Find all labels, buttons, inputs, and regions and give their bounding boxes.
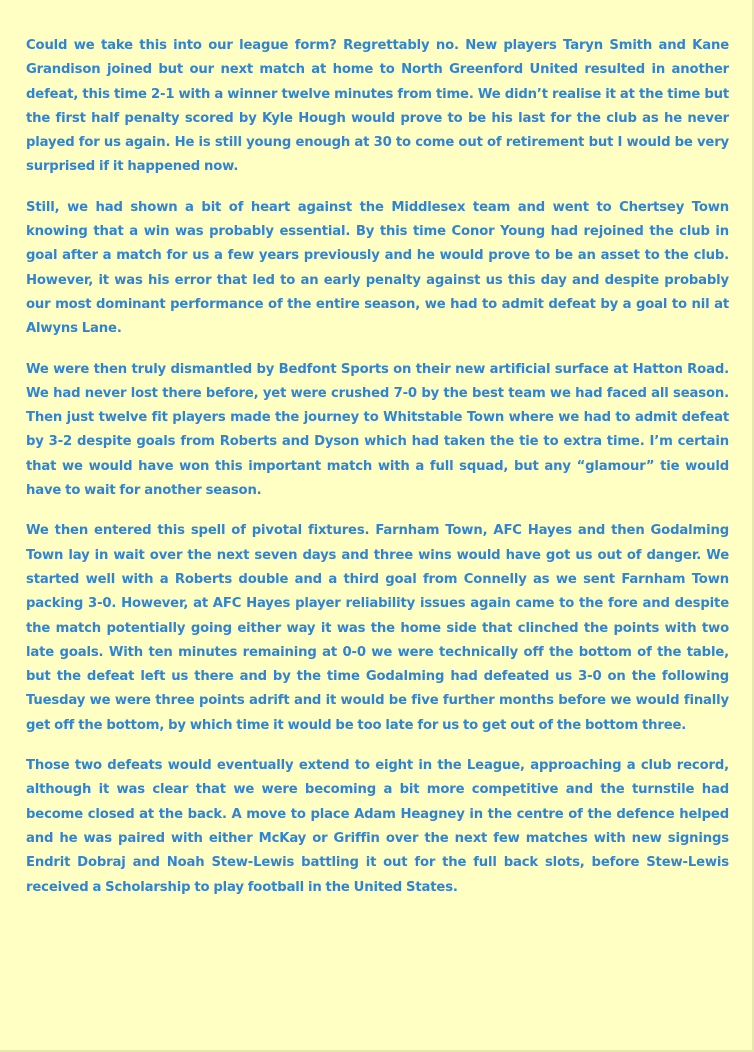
paragraph-bedfont-sports: We were then truly dismantled by Bedfont Sports on their new artificial surface at Hatton Road. We had never lost there before, yet were crushed 7-0 by the best team we had faced all season. Then just twelve fit players made the journey to Whitstable Town where we had to admit defeat by 3-2 despite goals from Roberts and Dyson which had taken the tie to extra time. I’m certain that we would have won this important match with a full squad, but any “glamour” tie would have to wait for another season. (26, 361, 729, 499)
paragraph-eight-defeats: Those two defeats would eventually extend to eight in the League, approaching a club record, although it was clear that we were becoming a bit more competitive and the turnstile had become closed at the back. A move to place Adam Heagney in the centre of the defence helped and he was paired with either McKay or Griffin over the next few matches with new signings Endrit Dobraj and Noah Stew-Lewis battling it out for the full back slots, before Stew-Lewis received a Scholarship to play football in the United States. (26, 758, 729, 895)
paragraph-pivotal-fixtures: We then entered this spell of pivotal fixtures. Farnham Town, AFC Hayes and then Godalming Town lay in wait over the next seven days and three wins would have got us out of danger. We started well with a Roberts double and a third goal from Connelly as we sent Farnham Town packing 3-0. However, at AFC Hayes player reliability issues again came to the fore and despite the match potentially going either way it was the home side that clinched the points with two late goals. With ten minutes remaining at 0-0 we were technically off the bottom of the table, but the defeat left us there and by the time Godalming had defeated us 3-0 on the following Tuesday we were three points adrift and it would be five further months before we would finally get off the bottom, by which time it would be too late for us to get out of the bottom three. (26, 523, 729, 733)
paragraph-league-form: Could we take this into our league form? Regrettably no. New players Taryn Smith and Kane Grandison joined but our next match at home to North Greenford United resulted in another defeat, this time 2-1 with a winner twelve minutes from time. We didn’t realise it at the time but the first half penalty scored by Kyle Hough would prove to be his last for the club as he never played for us again. He is still young enough at 30 to come out of retirement but I would be very surprised if it happened now. (26, 38, 729, 175)
paragraph-chertsey-town: Still, we had shown a bit of heart against the Middlesex team and went to Chertsey Town knowing that a win was probably essential. By this time Conor Young had rejoined the club in goal after a match for us a few years previously and he would prove to be an asset to the club. However, it was his error that led to an early penalty against us this day and despite probably our most dominant performance of the entire season, we had to admit defeat by a goal to nil at Alwyns Lane. (26, 199, 729, 337)
article-body (26, 34, 729, 916)
